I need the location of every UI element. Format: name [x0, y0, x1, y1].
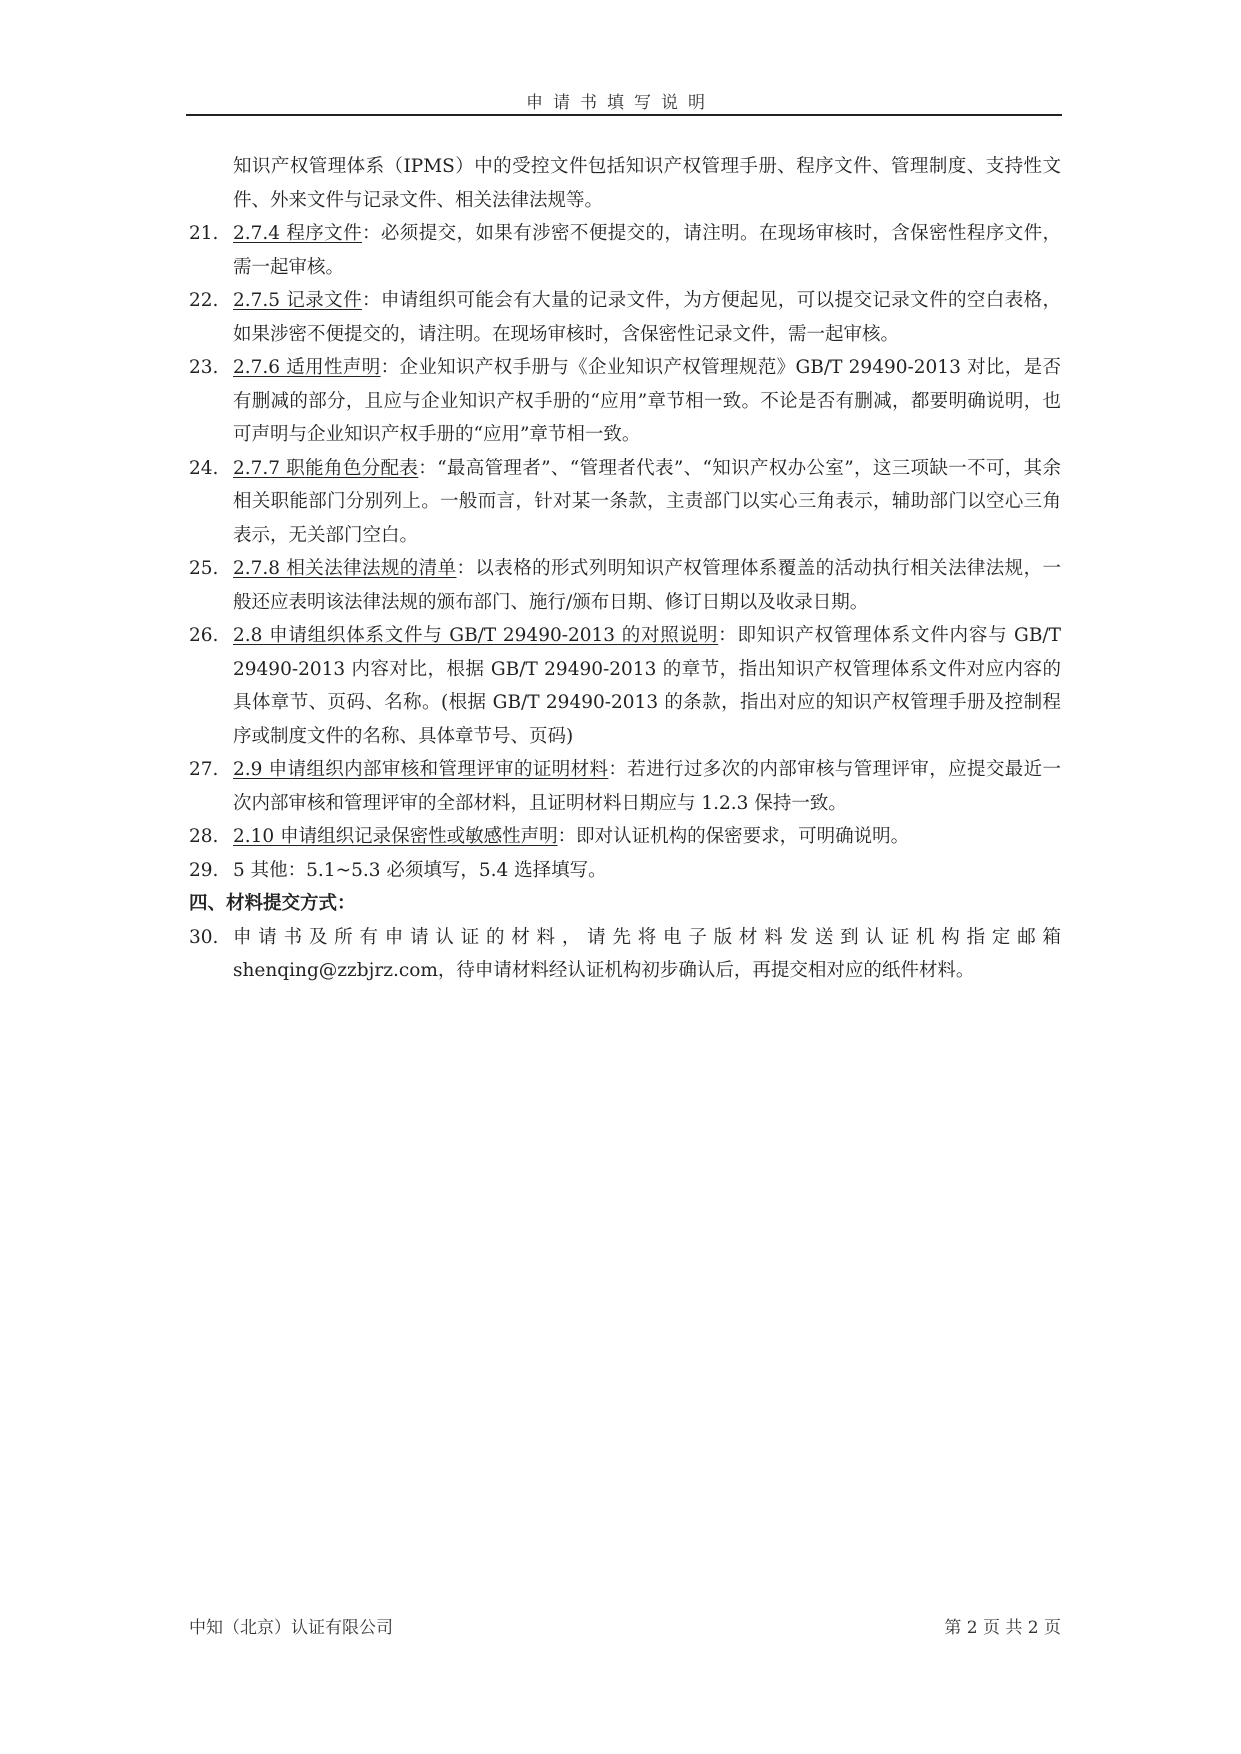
item-number: 27.	[189, 759, 219, 780]
item-title: 2.7.6 适用性声明	[233, 357, 381, 378]
item-number: 30.	[189, 926, 219, 948]
item-text: 申请书及所有申请认证的材料，请先将电子版材料发送到认证机构指定邮箱 shenqing@zzbjrz.com，待申请材料经认证机构初步确认后，再提交相对应的纸件材料。	[233, 926, 1061, 981]
item-title: 2.7.8 相关法律法规的清单	[233, 558, 457, 579]
item-text: ：申请组织可能会有大量的记录文件，为方便起见，可以提交记录文件的空白表格，如果涉密不便提交的，请注明。在现场审核时，含保密性记录文件，需一起审核。	[233, 290, 1062, 345]
list-item	[189, 820, 1061, 854]
item-title: 2.8 申请组织体系文件与 GB/T 29490-2013 的对照说明	[233, 625, 719, 646]
list-item	[189, 284, 1061, 351]
item-number: 28.	[189, 826, 219, 847]
item-text: ：即对认证机构的保密要求，可明确说明。	[557, 826, 910, 847]
item-title: 2.10 申请组织记录保密性或敏感性声明	[233, 826, 558, 847]
item-text: ：“最高管理者”、“管理者代表”、“知识产权办公室”，这三项缺一不可，其余相关职能部门分别列上。一般而言，针对某一条款，主责部门以实心三角表示，辅助部门以空心三角表示，无关部门空白。	[233, 457, 1061, 546]
item-title: 2.7.7 职能角色分配表	[233, 457, 419, 479]
list-item	[189, 619, 1061, 753]
list-item	[189, 921, 1061, 988]
item-text: 5 其他：5.1~5.3 必须填写，5.4 选择填写。	[233, 859, 607, 881]
item-number: 23.	[189, 357, 219, 378]
item-number: 21.	[189, 223, 219, 244]
item-number: 26.	[189, 625, 219, 646]
item-text: ：企业知识产权手册与《企业知识产权管理规范》GB/T 29490-2013 对比，是否有删减的部分，且应与企业知识产权手册的“应用”章节相一致。不论是否有删减，都要明确说明，也可声明与企业知识产权手册的“应用”章节相一致。	[233, 357, 1062, 445]
item-title: 2.7.5 记录文件	[233, 290, 362, 311]
footer-page-number: 第 2 页 共 2 页	[944, 1618, 1061, 1638]
list-item	[189, 854, 1061, 888]
page-header-title: 申请书填写说明	[526, 93, 715, 113]
list-item	[189, 217, 1061, 284]
item-number: 25.	[189, 558, 219, 579]
item-number: 22.	[189, 290, 219, 311]
item-number: 24.	[189, 457, 219, 479]
list-item	[189, 552, 1061, 619]
item-title: 2.7.4 程序文件	[233, 223, 362, 244]
footer-company: 中知（北京）认证有限公司	[189, 1618, 393, 1638]
item-text: ：必须提交，如果有涉密不便提交的，请注明。在现场审核时，含保密性程序文件，需一起审核。	[233, 223, 1062, 278]
list-item	[189, 351, 1061, 452]
item-number: 29.	[189, 859, 219, 881]
intro-paragraph: 知识产权管理体系（IPMS）中的受控文件包括知识产权管理手册、程序文件、管理制度、支持性文件、外来文件与记录文件、相关法律法规等。	[233, 156, 1061, 211]
list-item	[189, 753, 1061, 820]
item-text: ：以表格的形式列明知识产权管理体系覆盖的活动执行相关法律法规，一般还应表明该法律法规的颁布部门、施行/颁布日期、修订日期以及收录日期。	[233, 558, 1061, 613]
section-heading: 四、材料提交方式：	[189, 893, 356, 914]
header-rule	[186, 114, 1062, 116]
document-body	[189, 150, 1061, 988]
item-title: 2.9 申请组织内部审核和管理评审的证明材料	[233, 759, 609, 780]
item-text: ：即知识产权管理体系文件内容与 GB/T 29490-2013 内容对比，根据 GB/T 29490-2013 的章节，指出知识产权管理体系文件对应内容的具体章节、页码、名称。(根据 GB/T 29490-2013 的条款，指出对应的知识产权管理手册及控制程序或制度文件的名称、具体章节号、页码)	[233, 625, 1061, 747]
item-text: ：若进行过多次的内部审核与管理评审，应提交最近一次内部审核和管理评审的全部材料，且证明材料日期应与 1.2.3 保持一致。	[233, 759, 1061, 814]
list-item	[189, 452, 1061, 553]
